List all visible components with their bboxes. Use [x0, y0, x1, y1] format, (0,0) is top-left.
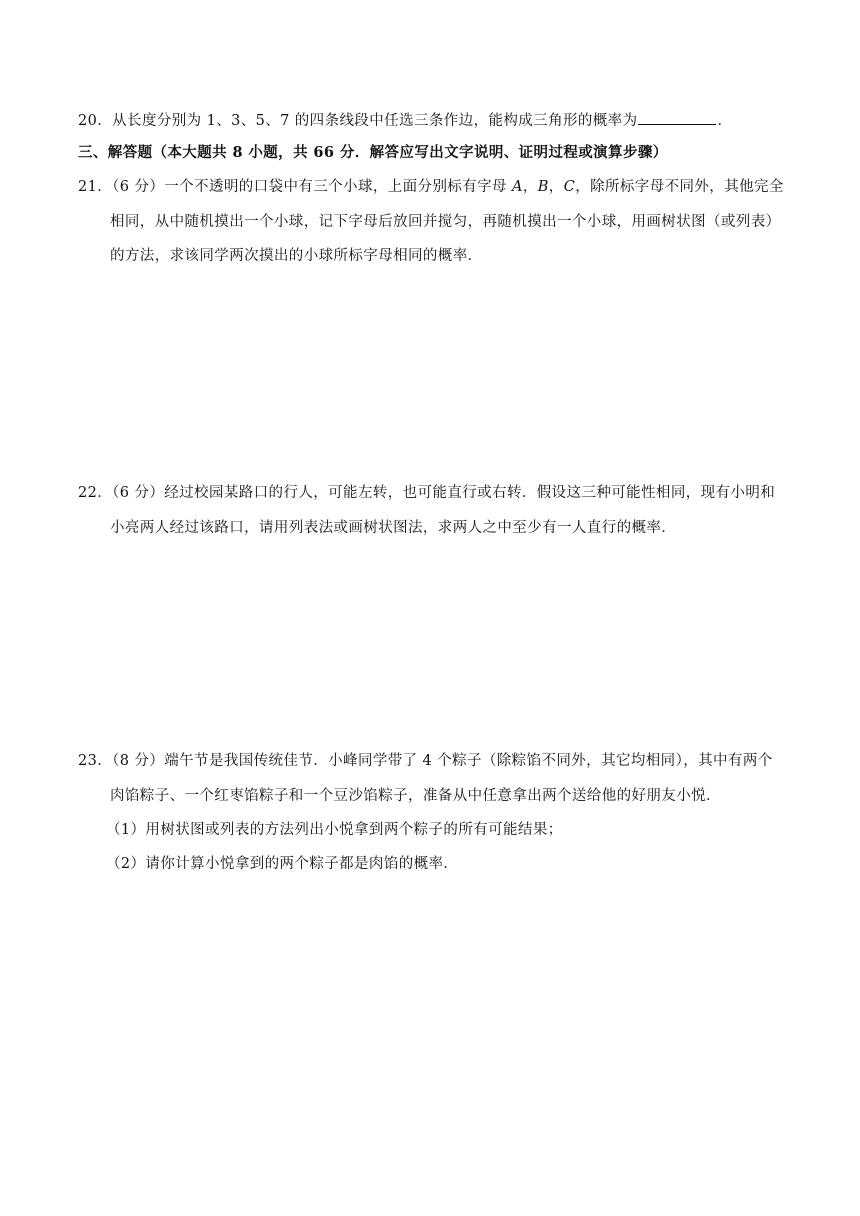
question-number: 23．	[78, 753, 113, 769]
question-23-line-2: 肉馅粽子、一个红枣馅粽子和一个豆沙馅粽子，准备从中任意拿出两个送给他的好朋友小悦．	[110, 788, 721, 804]
question-number: 21．	[78, 179, 113, 195]
question-text: （8 分）端午节是我国传统佳节．小峰同学带了 4 个粽子（除粽馅不同外，其它均相同），其中有两个	[112, 753, 773, 769]
question-21-line-3: 的方法，求该同学两次摸出的小球所标字母相同的概率．	[110, 248, 483, 264]
question-number: 20．	[78, 113, 113, 129]
question-23-part-2: （2）请你计算小悦拿到的两个粽子都是肉馅的概率．	[106, 856, 459, 872]
section-title: 三、解答题（本大题共 8 小题，共 66 分．解答应写出文字说明、证明过程或演算步骤）	[78, 144, 668, 161]
separator: ，	[548, 179, 564, 195]
separator: ，	[522, 179, 538, 195]
answer-blank[interactable]	[638, 110, 716, 125]
letter-b: B	[537, 179, 549, 195]
question-20	[78, 110, 732, 131]
question-text: 从长度分别为 1、3、5、7 的四条线段中任选三条作边，能构成三角形的概率为	[112, 113, 638, 129]
question-21-line-1	[78, 177, 784, 197]
question-22-line-1	[78, 483, 775, 503]
question-21-line-2: 相同，从中随机摸出一个小球，记下字母后放回并搅匀，再随机摸出一个小球，用画树状图（或列表）	[110, 214, 781, 230]
question-number: 22．	[78, 485, 113, 501]
question-text: （6 分）一个不透明的口袋中有三个小球，上面分别标有字母	[112, 179, 512, 195]
question-text: ，除所标字母不同外，其他完全	[575, 179, 784, 195]
letter-c: C	[563, 179, 576, 195]
question-end: ．	[717, 113, 733, 129]
question-23-line-1	[78, 751, 773, 771]
question-23-part-1: （1）用树状图或列表的方法列出小悦拿到两个粽子的所有可能结果；	[106, 822, 563, 838]
question-text: （6 分）经过校园某路口的行人，可能左转，也可能直行或右转．假设这三种可能性相同，现有小明和	[112, 485, 776, 501]
question-22-line-2: 小亮两人经过该路口，请用列表法或画树状图法，求两人之中至少有一人直行的概率．	[110, 520, 677, 536]
letter-a: A	[511, 179, 523, 195]
